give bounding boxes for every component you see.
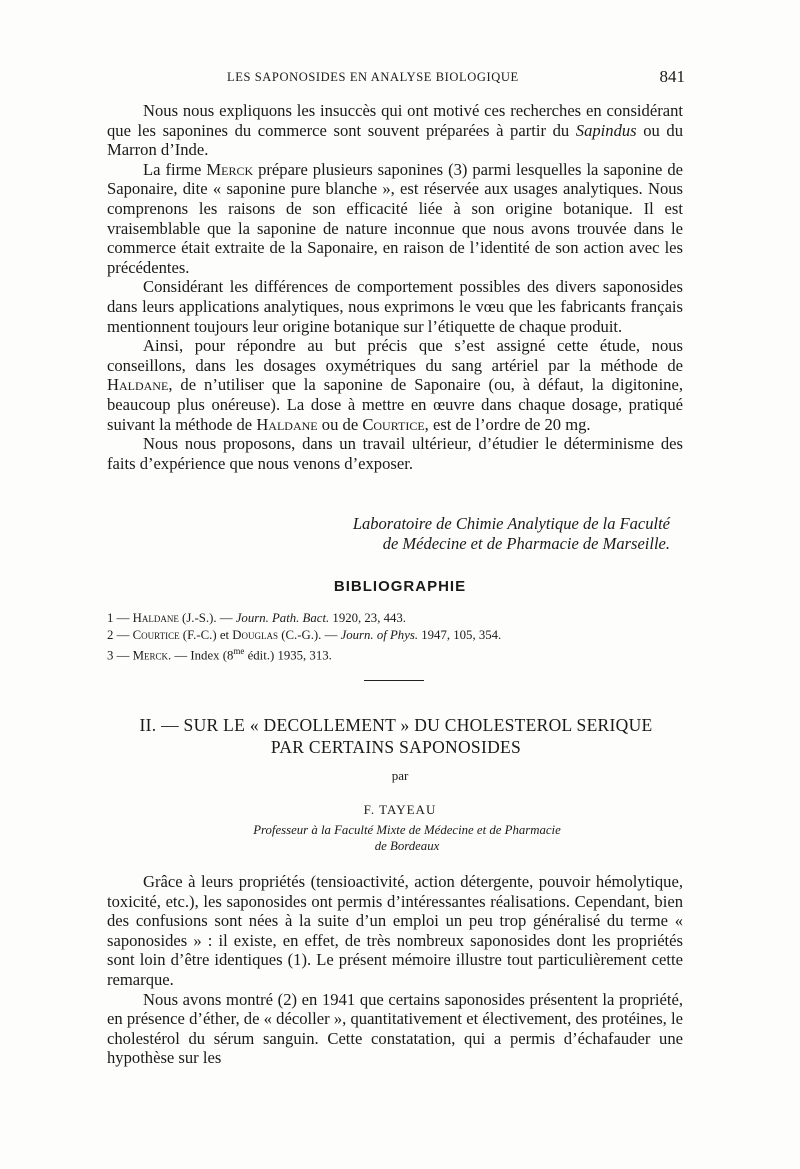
byline-par: par	[391, 768, 409, 783]
paragraph-7: Nous avons montré (2) en 1941 que certains saponosides présentent la propriété, en présence d’éther, de « décoller », quantitativement et électivement, des protéines, le cholestérol du sérum sanguin. Cette constatation, qui a permis d’échafauder une hypothèse sur les	[107, 989, 683, 1068]
bibliography-ref-2: 2 — Courtice (F.-C.) et Douglas (C.-G.). — Journ. of Phys. 1947, 105, 354.	[107, 627, 502, 642]
laboratory-line-2: de Médecine et de Pharmacie de Marseille.	[382, 534, 670, 553]
author-name: F. TAYEAU	[363, 802, 437, 817]
page-number: 841	[659, 67, 685, 86]
paragraph-3: Considérant les différences de comportement possibles des divers saponosides dans leurs applications analytiques, nous exprimons le vœu que les fabricants français mentionnent toujours leur origine botanique sur l’étiquette de chaque produit.	[107, 277, 683, 336]
running-title: LES SAPONOSIDES EN ANALYSE BIOLOGIQUE	[227, 70, 519, 84]
body-text-part1	[107, 101, 683, 473]
laboratory-line-1: Laboratoire de Chimie Analytique de la Faculté	[352, 514, 670, 533]
body-text-part2	[107, 872, 683, 1068]
section-title-line-2: PAR CERTAINS SAPONOSIDES	[270, 737, 522, 757]
section-divider	[364, 680, 424, 681]
laboratory-signature	[160, 514, 670, 554]
paragraph-2: La firme Merck prépare plusieurs saponines (3) parmi lesquelles la saponine de Saponaire, dite « saponine pure blanche », est réservée aux usages analytiques. Nous comprenons les raisons de son efficacité liée à son origine botanique. Il est vraisemblable que la saponine de nature inconnue que nous avons trouvée dans le commerce était extraite de la Saponaire, en raison de l’identité de son action avec les précédentes.	[107, 159, 683, 277]
paragraph-5: Nous nous proposons, dans un travail ultérieur, d’étudier le déterminisme des faits d’expérience que nous venons d’exposer.	[107, 434, 683, 473]
bibliography-ref-3: 3 — Merck. — Index ($8^{me}$ édit.) 1935, 313.	[107, 646, 332, 663]
bibliography-ref-1: 1 — Haldane (J.-S.). — Journ. Path. Bact. 1920, 23, 443.	[107, 611, 406, 625]
section-title-line-1: II. — SUR LE « DECOLLEMENT » DU CHOLESTEROL SERIQUE	[139, 715, 653, 735]
author-affiliation	[107, 822, 707, 854]
paragraph-1: Nous nous expliquons les insuccès qui ont motivé ces recherches en considérant que les saponines du commerce sont souvent préparées à partir du Sapindus ou du Marron d’Inde.	[107, 101, 683, 160]
bibliography-title: BIBLIOGRAPHIE	[333, 578, 467, 595]
section-title	[107, 714, 685, 758]
bibliography-list	[107, 610, 667, 664]
paragraph-4: Ainsi, pour répondre au but précis que s’est assigné cette étude, nous conseillons, dans les dosages oxymétriques du sang artériel par la méthode de Haldane, de n’utiliser que la saponine de Saponaire (ou, à défaut, la digitonine, beaucoup plus onéreuse). La dose à mettre en œuvre dans chaque dosage, pratiqué suivant la méthode de Haldane ou de Courtice, est de l’ordre de 20 mg.	[107, 336, 683, 434]
affiliation-line-1: Professeur à la Faculté Mixte de Médecine et de Pharmacie	[253, 823, 561, 837]
affiliation-line-2: de Bordeaux	[374, 839, 440, 853]
paragraph-6: Grâce à leurs propriétés (tensioactivité, action détergente, pouvoir hémolytique, toxicité, etc.), les saponosides ont permis d’intéressantes réalisations. Cependant, bien des confusions sont nées à la suite d’un emploi un peu trop généralisé du terme « saponosides » : il existe, en effet, de très nombreux saponosides dont les propriétés sont loin d’être identiques (1). Le présent mémoire illustre tout particulièrement cette remarque.	[107, 872, 683, 989]
